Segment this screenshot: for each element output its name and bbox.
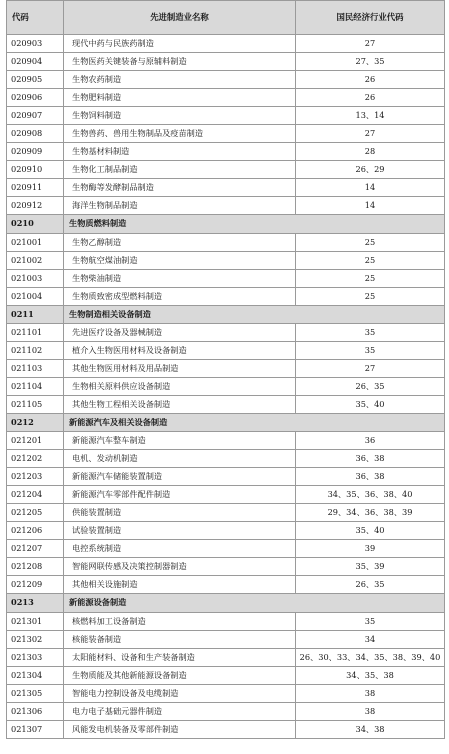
item-name: 生物化工制品制造 [64,161,296,179]
item-code: 021307 [7,720,64,738]
item-name: 智能电力控制设备及电缆制造 [64,684,296,702]
item-name: 生物质致密成型燃料制造 [64,287,296,305]
item-industry-code: 34、38 [296,720,445,738]
group-name: 新能源汽车及相关设备制造 [64,413,445,431]
table-row [7,450,445,468]
table-row [7,684,445,702]
table-row [7,612,445,630]
item-code: 021302 [7,630,64,648]
item-name: 其他生物医用材料及用品制造 [64,359,296,377]
item-code: 021306 [7,702,64,720]
group-name: 新能源设备制造 [64,594,445,612]
item-code: 020908 [7,125,64,143]
item-name: 生物兽药、兽用生物制品及疫苗制造 [64,125,296,143]
table-header-row [7,1,445,35]
item-name: 生物饲料制造 [64,107,296,125]
group-code: 0210 [7,215,64,233]
item-industry-code: 25 [296,287,445,305]
item-industry-code: 34、35、36、38、40 [296,486,445,504]
item-code: 020903 [7,35,64,53]
item-code: 020910 [7,161,64,179]
item-code: 021209 [7,576,64,594]
item-code: 021303 [7,648,64,666]
item-code: 021102 [7,341,64,359]
item-name: 试验装置制造 [64,522,296,540]
item-name: 其他相关设施制造 [64,576,296,594]
item-name: 生物乙醇制造 [64,233,296,251]
group-row [7,594,445,612]
item-industry-code: 26、30、33、34、35、38、39、40 [296,648,445,666]
item-industry-code: 34 [296,630,445,648]
item-industry-code: 36、38 [296,468,445,486]
item-name: 生物肥料制造 [64,89,296,107]
item-industry-code: 35、40 [296,522,445,540]
group-row [7,413,445,431]
item-industry-code: 35 [296,612,445,630]
item-name: 其他生物工程相关设备制造 [64,395,296,413]
item-industry-code: 35 [296,341,445,359]
item-industry-code: 26、35 [296,576,445,594]
group-code: 0212 [7,413,64,431]
item-code: 021208 [7,558,64,576]
item-name: 生物基材料制造 [64,143,296,161]
item-name: 生物相关原料供应设备制造 [64,377,296,395]
table-row [7,251,445,269]
table-row [7,522,445,540]
item-code: 020907 [7,107,64,125]
item-code: 021001 [7,233,64,251]
table-row [7,125,445,143]
item-code: 021206 [7,522,64,540]
group-code: 0213 [7,594,64,612]
item-code: 021203 [7,468,64,486]
item-name: 生物质能及其他新能源设备制造 [64,666,296,684]
item-code: 021104 [7,377,64,395]
table-row [7,486,445,504]
item-code: 021004 [7,287,64,305]
table-row [7,233,445,251]
item-industry-code: 14 [296,179,445,197]
group-name: 生物制造相关设备制造 [64,305,445,323]
item-industry-code: 28 [296,143,445,161]
header-code: 代码 [7,1,64,35]
item-industry-code: 35、40 [296,395,445,413]
item-industry-code: 13、14 [296,107,445,125]
item-industry-code: 35 [296,323,445,341]
item-code: 020905 [7,71,64,89]
item-name: 海洋生物制品制造 [64,197,296,215]
item-industry-code: 27 [296,35,445,53]
item-industry-code: 27、35 [296,53,445,71]
header-industry-code: 国民经济行业代码 [296,1,445,35]
item-industry-code: 35、39 [296,558,445,576]
item-industry-code: 27 [296,359,445,377]
table-row [7,323,445,341]
item-industry-code: 25 [296,251,445,269]
table-row [7,468,445,486]
item-name: 生物医药关键装备与原辅料制造 [64,53,296,71]
item-name: 新能源汽车储能装置制造 [64,468,296,486]
item-industry-code: 27 [296,125,445,143]
item-name: 电力电子基础元器件制造 [64,702,296,720]
item-industry-code: 26 [296,71,445,89]
table-row [7,666,445,684]
item-code: 021201 [7,432,64,450]
item-code: 021305 [7,684,64,702]
table-row [7,269,445,287]
table-row [7,107,445,125]
item-name: 电机、发动机制造 [64,450,296,468]
table-row [7,576,445,594]
group-code: 0211 [7,305,64,323]
table-row [7,558,445,576]
table-row [7,395,445,413]
item-name: 生物航空煤油制造 [64,251,296,269]
item-name: 新能源汽车零部件配件制造 [64,486,296,504]
item-name: 生物农药制造 [64,71,296,89]
item-industry-code: 38 [296,684,445,702]
item-industry-code: 29、34、36、38、39 [296,504,445,522]
item-code: 021202 [7,450,64,468]
table-row [7,504,445,522]
item-code: 021204 [7,486,64,504]
table-row [7,341,445,359]
item-code: 021101 [7,323,64,341]
item-industry-code: 26、35 [296,377,445,395]
item-industry-code: 38 [296,702,445,720]
item-industry-code: 36 [296,432,445,450]
item-code: 021003 [7,269,64,287]
item-industry-code: 14 [296,197,445,215]
table-row [7,161,445,179]
table-row [7,702,445,720]
item-name: 智能网联传感及决策控制器制造 [64,558,296,576]
industry-code-table [6,0,445,739]
table-row [7,35,445,53]
item-code: 020912 [7,197,64,215]
item-industry-code: 25 [296,269,445,287]
table-row [7,540,445,558]
item-code: 021002 [7,251,64,269]
item-code: 020911 [7,179,64,197]
item-industry-code: 39 [296,540,445,558]
item-name: 先进医疗设备及器械制造 [64,323,296,341]
item-code: 021304 [7,666,64,684]
item-name: 太阳能材料、设备和生产装备制造 [64,648,296,666]
table-body [7,35,445,739]
table-row [7,648,445,666]
item-name: 生物柴油制造 [64,269,296,287]
table-row [7,359,445,377]
item-name: 电控系统制造 [64,540,296,558]
item-industry-code: 34、35、38 [296,666,445,684]
item-name: 现代中药与民族药制造 [64,35,296,53]
item-industry-code: 25 [296,233,445,251]
item-code: 021301 [7,612,64,630]
item-code: 021207 [7,540,64,558]
item-industry-code: 26、29 [296,161,445,179]
item-industry-code: 36、38 [296,450,445,468]
item-code: 020904 [7,53,64,71]
item-code: 020906 [7,89,64,107]
table-row [7,377,445,395]
group-row [7,215,445,233]
item-code: 021103 [7,359,64,377]
table-row [7,720,445,738]
table-row [7,71,445,89]
item-name: 新能源汽车整车制造 [64,432,296,450]
table-row [7,197,445,215]
header-name: 先进制造业名称 [64,1,296,35]
table-row [7,287,445,305]
item-code: 021205 [7,504,64,522]
item-name: 供能装置制造 [64,504,296,522]
table-row [7,89,445,107]
group-row [7,305,445,323]
table-row [7,630,445,648]
table-row [7,53,445,71]
item-name: 核能装备制造 [64,630,296,648]
table-row [7,179,445,197]
item-name: 植介入生物医用材料及设备制造 [64,341,296,359]
table-row [7,143,445,161]
table-row [7,432,445,450]
item-name: 风能发电机装备及零部件制造 [64,720,296,738]
item-code: 021105 [7,395,64,413]
item-code: 020909 [7,143,64,161]
item-industry-code: 26 [296,89,445,107]
item-name: 核燃料加工设备制造 [64,612,296,630]
item-name: 生物酶等发酵制品制造 [64,179,296,197]
group-name: 生物质燃料制造 [64,215,445,233]
